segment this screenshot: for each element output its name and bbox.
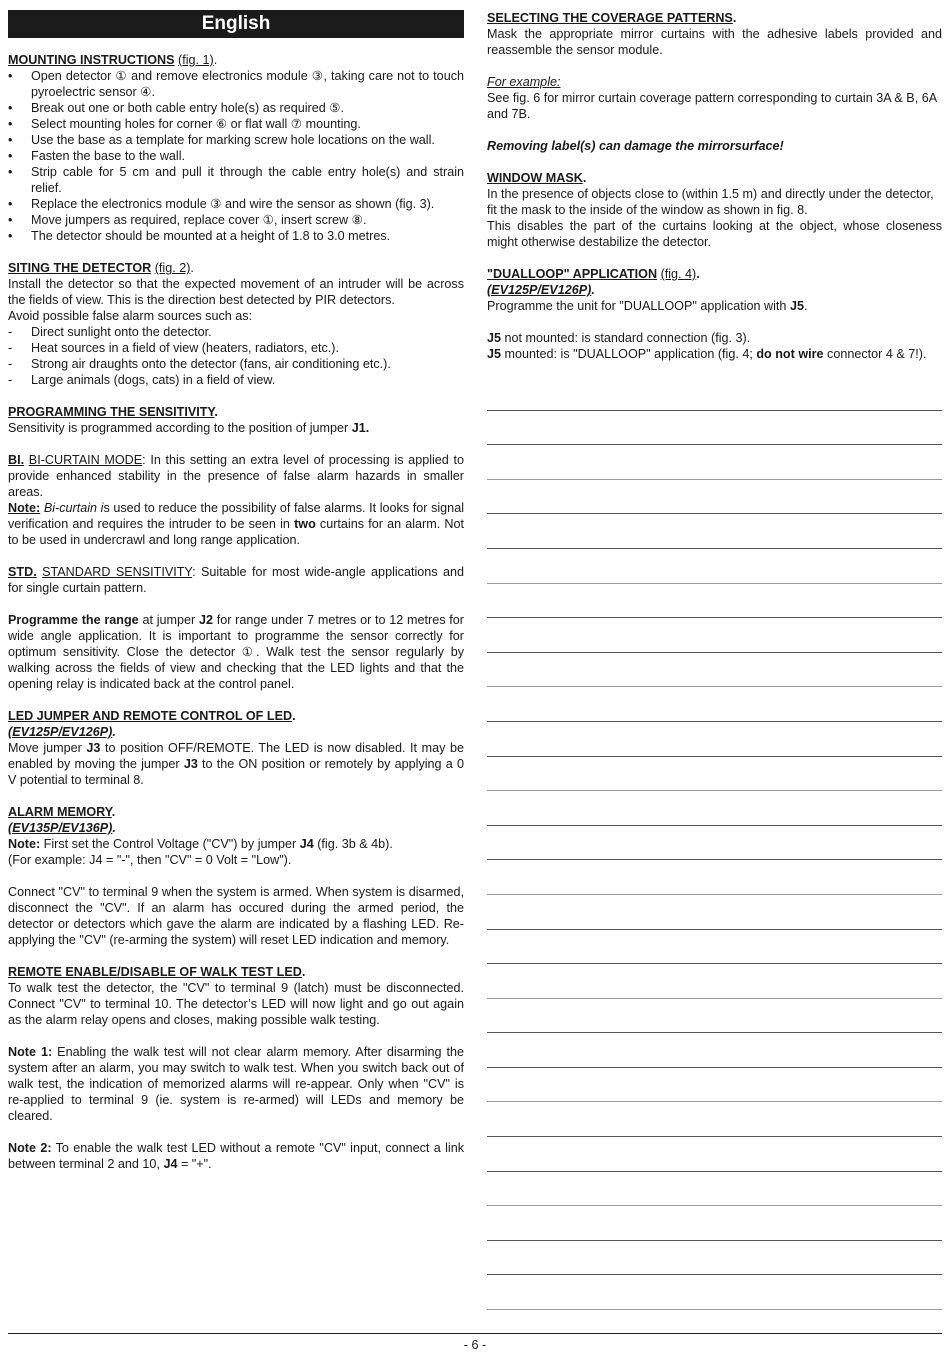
note-line (487, 376, 942, 411)
siting-text: Install the detector so that the expected movement of an intruder will be across the fields of view. This is the direction best detected by PIR detectors. (8, 277, 464, 307)
dualloop-title: "DUALLOOP" APPLICATION (487, 267, 658, 281)
coverage-text: Mask the appropriate mirror curtains with the adhesive labels provided and reassemble the sensor module. (487, 27, 942, 57)
walk-test-title: REMOTE ENABLE/DISABLE OF WALK TEST LED (8, 965, 302, 979)
window-mask-text-2: This disables the part of the curtains looking at the object, whose closeness might otherwise destabilize the detector. (487, 219, 942, 249)
note-label: Note: (8, 501, 41, 515)
false-alarm-source: - Large animals (dogs, cats) in a field of view. (8, 372, 464, 388)
jumper-j1: J1. (351, 421, 370, 435)
siting-avoid-text: Avoid possible false alarm sources such as: (8, 309, 253, 323)
note-line (487, 895, 942, 930)
mounting-step: • Strip cable for 5 cm and pull it through the cable entry hole(s) and strain relief. (8, 164, 464, 196)
mounting-step: • Use the base as a template for marking screw hole locations on the wall. (8, 132, 464, 148)
led-models: (EV125P/EV126P) (8, 725, 113, 739)
range-paragraph: Programme the range at jumper J2 for range under 7 metres or to 12 metres for wide angle application. It is important to programme the sensor correctly for optimum sensitivity. Close the detector ①. Walk test the sensor regularly by walking across the fields of view and checking that the LED lights and that the opening relay is indicated back at the control panel. (8, 613, 464, 691)
jumper-j2: J2 (198, 613, 213, 627)
j5-mounted: J5 mounted: is "DUALLOOP" application (fig. 4; do not wire connector 4 & 7!). (487, 347, 927, 361)
alarm-memory-note: Note: First set the Control Voltage ("CV") by jumper J4 (fig. 3b & 4b). (8, 837, 393, 851)
alarm-memory-title: ALARM MEMORY (8, 805, 112, 819)
note-line (487, 722, 942, 757)
j5-not-mounted: J5 not mounted: is standard connection (fig. 3). (487, 331, 751, 345)
walk-test-note-1: Note 1: Enabling the walk test will not clear alarm memory. After disarming the system after an alarm, you may switch to walk test. When you switch back out of walk test, the indication of memorized alarms will re-appear. Only when "CV" is re-applied to terminal 9 (ie. system is re-armed) will LEDs and memory be cleared. (8, 1045, 464, 1123)
note-line (487, 757, 942, 792)
false-alarm-source: - Strong air draughts onto the detector (fans, air conditioning etc.). (8, 356, 464, 372)
led-text: Move jumper J3 to position OFF/REMOTE. The LED is now disabled. It may be enabled by moving the jumper J3 to the ON position or remotely by applying a 0 V potential to terminal 8. (8, 741, 465, 787)
dualloop-fig-ref: (fig. 4) (660, 267, 697, 281)
programming-title: PROGRAMMING THE SENSITIVITY (8, 405, 215, 419)
note-line (487, 930, 942, 965)
note-line (487, 1206, 942, 1241)
note-line (487, 826, 942, 861)
label-warning: Removing label(s) can damage the mirrorsurface! (487, 139, 784, 153)
window-mask-text: In the presence of objects close to (within 1.5 m) and directly under the detector, fit the mask to the inside of the window as shown in fig. 8. (487, 187, 934, 217)
mounting-step: • Open detector ① and remove electronics module ③, taking care not to touch pyroelectric sensor ④. (8, 68, 464, 100)
mounting-title: MOUNTING INSTRUCTIONS (8, 53, 175, 67)
dualloop-section: "DUALLOOP" APPLICATION (fig. 4). (EV125P/EV126P). Programme the unit for "DUALLOOP" application with J5. J5 not mounted: is standard connection (fig. 3). J5 mounted: is "DUALLOOP" application (fig. 4; do not wire connector 4 & 7!). (487, 266, 942, 362)
siting-fig-ref: (fig. 2) (154, 261, 191, 275)
note-line (487, 411, 942, 446)
note-line (487, 999, 942, 1034)
mounting-fig-ref: (fig. 1) (178, 53, 214, 67)
alarm-memory-text: Connect "CV" to terminal 9 when the system is armed. When system is disarmed, disconnect the "CV". If an alarm has occured during the armed period, the detector or detectors which gave the alarm are indicated by a flashing LED. Re-applying the "CV" (re-arming the system) will reset LED indication and memory. (8, 885, 464, 947)
alarm-memory-section: ALARM MEMORY. (EV135P/EV136P). Note: First set the Control Voltage ("CV") by jumper J4 (fig. 3b & 4b). (For example: J4 = "-", then "CV" = 0 Volt = "Low"). Connect "CV" to terminal 9 when the system is armed. When system is disarmed, disconnect the "CV". If an alarm has occured during the armed period, the detector or detectors which gave the alarm are indicated by a flashing LED. Re-applying the "CV" (re-arming the system) will reset LED indication and memory. (8, 805, 464, 947)
programming-section: PROGRAMMING THE SENSITIVITY. Sensitivity is programmed according to the position of jumper J1. BI. BI-CURTAIN MODE: In this setting an extra level of processing is applied to provide enhanced stability in the presence of false alarm hazards in smaller areas. Note: Bi-curtain is used to reduce the possibility of false alarms. It looks for signal verification and requires the intruder to be seen in two curtains for an alarm. Not to be used in undercrawl and long range application. STD. STANDARD SENSITIVITY: Suitable for most wide-angle applications and for single curtain pattern. Programme the range at jumper J2 for range under 7 metres or to 12 metres for wide angle application. It is important to programme the sensor correctly for optimum sensitivity. Close the detector ①. Walk test the sensor regularly by walking across the fields of view and checking that the LED lights and that the opening relay is indicated back at the control panel. (8, 405, 465, 691)
note-line (487, 860, 942, 895)
programming-text: Sensitivity is programmed according to the position of jumper J1. (8, 421, 370, 435)
bi-code: BI. (8, 453, 25, 467)
mounting-step: • The detector should be mounted at a height of 1.8 to 3.0 metres. (8, 228, 464, 244)
siting-section: SITING THE DETECTOR (fig. 2). Install the detector so that the expected movement of an intruder will be across the fields of view. This is the direction best detected by PIR detectors. Avoid possible false alarm sources such as: - Direct sunlight onto the detector. - Heat sources in a field of view (heaters, radiators, etc.). - Strong air draughts onto the detector (fans, air conditioning etc.). - Large animals (dogs, cats) in a field of view. (8, 260, 464, 388)
std-paragraph: STD. STANDARD SENSITIVITY: Suitable for most wide-angle applications and for single curtain pattern. (8, 565, 464, 595)
notes-lines (487, 376, 942, 1310)
mounting-steps (8, 68, 464, 244)
note-line (487, 1102, 942, 1137)
note-line (487, 1241, 942, 1276)
coverage-example-text: See fig. 6 for mirror curtain coverage pattern corresponding to curtain 3A & B, 6A and 7B. (487, 91, 937, 121)
alarm-memory-models: (EV135P/EV136P) (8, 821, 113, 835)
mounting-step: • Replace the electronics module ③ and wire the sensor as shown (fig. 3). (8, 196, 464, 212)
dualloop-text: Programme the unit for "DUALLOOP" application with J5. (487, 299, 808, 313)
std-code: STD. (8, 565, 37, 579)
mounting-step: • Move jumpers as required, replace cover ①, insert screw ⑧. (8, 212, 464, 228)
dualloop-models: (EV125P/EV126P) (487, 283, 592, 297)
walk-test-text: To walk test the detector, the "CV" to terminal 9 (latch) must be disconnected. Connect "CV" to terminal 10. The detector’s LED will now light and go out again as the alarm relay opens and closes, making possible walk testing. (8, 981, 464, 1027)
note-line (487, 1137, 942, 1172)
note-line (487, 1033, 942, 1068)
right-column (487, 10, 942, 1310)
note-line (487, 1172, 942, 1207)
note-line (487, 584, 942, 619)
window-mask-title: WINDOW MASK (487, 171, 583, 185)
mounting-step: • Select mounting holes for corner ⑥ or flat wall ⑦ mounting. (8, 116, 464, 132)
window-mask-section: WINDOW MASK. In the presence of objects close to (within 1.5 m) and directly under the detector, fit the mask to the inside of the window as shown in fig. 8. This disables the part of the curtains looking at the object, whose closeness might otherwise destabilize the detector. (487, 171, 942, 249)
mounting-step: • Break out one or both cable entry hole(s) as required ⑤. (8, 100, 464, 116)
note-line (487, 687, 942, 722)
alarm-memory-example: (For example: J4 = "-", then "CV" = 0 Volt = "Low"). (8, 853, 292, 867)
note-line (487, 445, 942, 480)
language-banner: English (8, 10, 464, 38)
walk-test-note-2: Note 2: To enable the walk test LED without a remote "CV" input, connect a link between terminal 2 and 10, J4 = "+". (8, 1141, 465, 1171)
walk-test-section: REMOTE ENABLE/DISABLE OF WALK TEST LED. To walk test the detector, the "CV" to terminal 9 (latch) must be disconnected. Connect "CV" to terminal 10. The detector’s LED will now light and go out again as the alarm relay opens and closes, making possible walk testing. Note 1: Enabling the walk test will not clear alarm memory. After disarming the system after an alarm, you may switch to walk test. When you switch back out of walk test, the indication of memorized alarms will re-appear. Only when "CV" is re-applied to terminal 9 (ie. system is re-armed) will LEDs and memory be cleared. Note 2: To enable the walk test LED without a remote "CV" input, connect a link between terminal 2 and 10, J4 = "+". (8, 965, 465, 1171)
note-line (487, 549, 942, 584)
note-line (487, 480, 942, 515)
coverage-section: SELECTING THE COVERAGE PATTERNS. Mask the appropriate mirror curtains with the adhesive labels provided and reassemble the sensor module. For example: See fig. 6 for mirror curtain coverage pattern corresponding to curtain 3A & B, 6A and 7B. Removing label(s) can damage the mirrorsurface! (487, 11, 942, 153)
mounting-step: • Fasten the base to the wall. (8, 148, 464, 164)
std-mode: STANDARD SENSITIVITY (42, 565, 193, 579)
mounting-section: MOUNTING INSTRUCTIONS (fig. 1). • Open detector ① and remove electronics module ③, taking care not to touch pyroelectric sensor ④. • Break out one or both cable entry hole(s) as required ⑤. • Select mounting holes for corner ⑥ or flat wall ⑦ mounting. • Use the base as a template for marking screw hole locations on the wall. • Fasten the base to the wall. • Strip cable for 5 cm and pull it through the cable entry hole(s) and strain relief. • Replace the electronics module ③ and wire the sensor as shown (fig. 3). • Move jumpers as required, replace cover ①, insert screw ⑧. • The detector should be mounted at a height of 1.8 to 3.0 metres. (8, 52, 464, 244)
bi-curtain-paragraph: BI. BI-CURTAIN MODE: In this setting an extra level of processing is applied to provide enhanced stability in the presence of false alarm hazards in smaller areas. (8, 453, 464, 499)
coverage-title: SELECTING THE COVERAGE PATTERNS (487, 11, 733, 25)
bi-curtain-mode: BI-CURTAIN MODE (28, 453, 143, 467)
page-number: - 6 - (463, 1338, 487, 1352)
false-alarm-sources (8, 324, 464, 388)
led-section: LED JUMPER AND REMOTE CONTROL OF LED. (EV125P/EV126P). Move jumper J3 to position OFF/REMOTE. The LED is now disabled. It may be enabled by moving the jumper J3 to the ON position or remotely by applying a 0 V potential to terminal 8. (8, 709, 465, 787)
note-line (487, 514, 942, 549)
false-alarm-source: - Heat sources in a field of view (heaters, radiators, etc.). (8, 340, 464, 356)
led-title: LED JUMPER AND REMOTE CONTROL OF LED (8, 709, 293, 723)
note-line (487, 1068, 942, 1103)
siting-title: SITING THE DETECTOR (8, 261, 152, 275)
bi-curtain-note: Note: Bi-curtain is used to reduce the possibility of false alarms. It looks for signal verification and requires the intruder to be seen in two curtains for an alarm. Not to be used in undercrawl and long range application. (8, 501, 465, 547)
note-line (487, 653, 942, 688)
note-line (487, 964, 942, 999)
note-line (487, 791, 942, 826)
false-alarm-source: - Direct sunlight onto the detector. (8, 324, 464, 340)
note-line (487, 1275, 942, 1310)
footer-divider (8, 1333, 942, 1334)
note-line (487, 618, 942, 653)
coverage-example-label: For example: (487, 75, 561, 89)
left-column (8, 10, 464, 1172)
